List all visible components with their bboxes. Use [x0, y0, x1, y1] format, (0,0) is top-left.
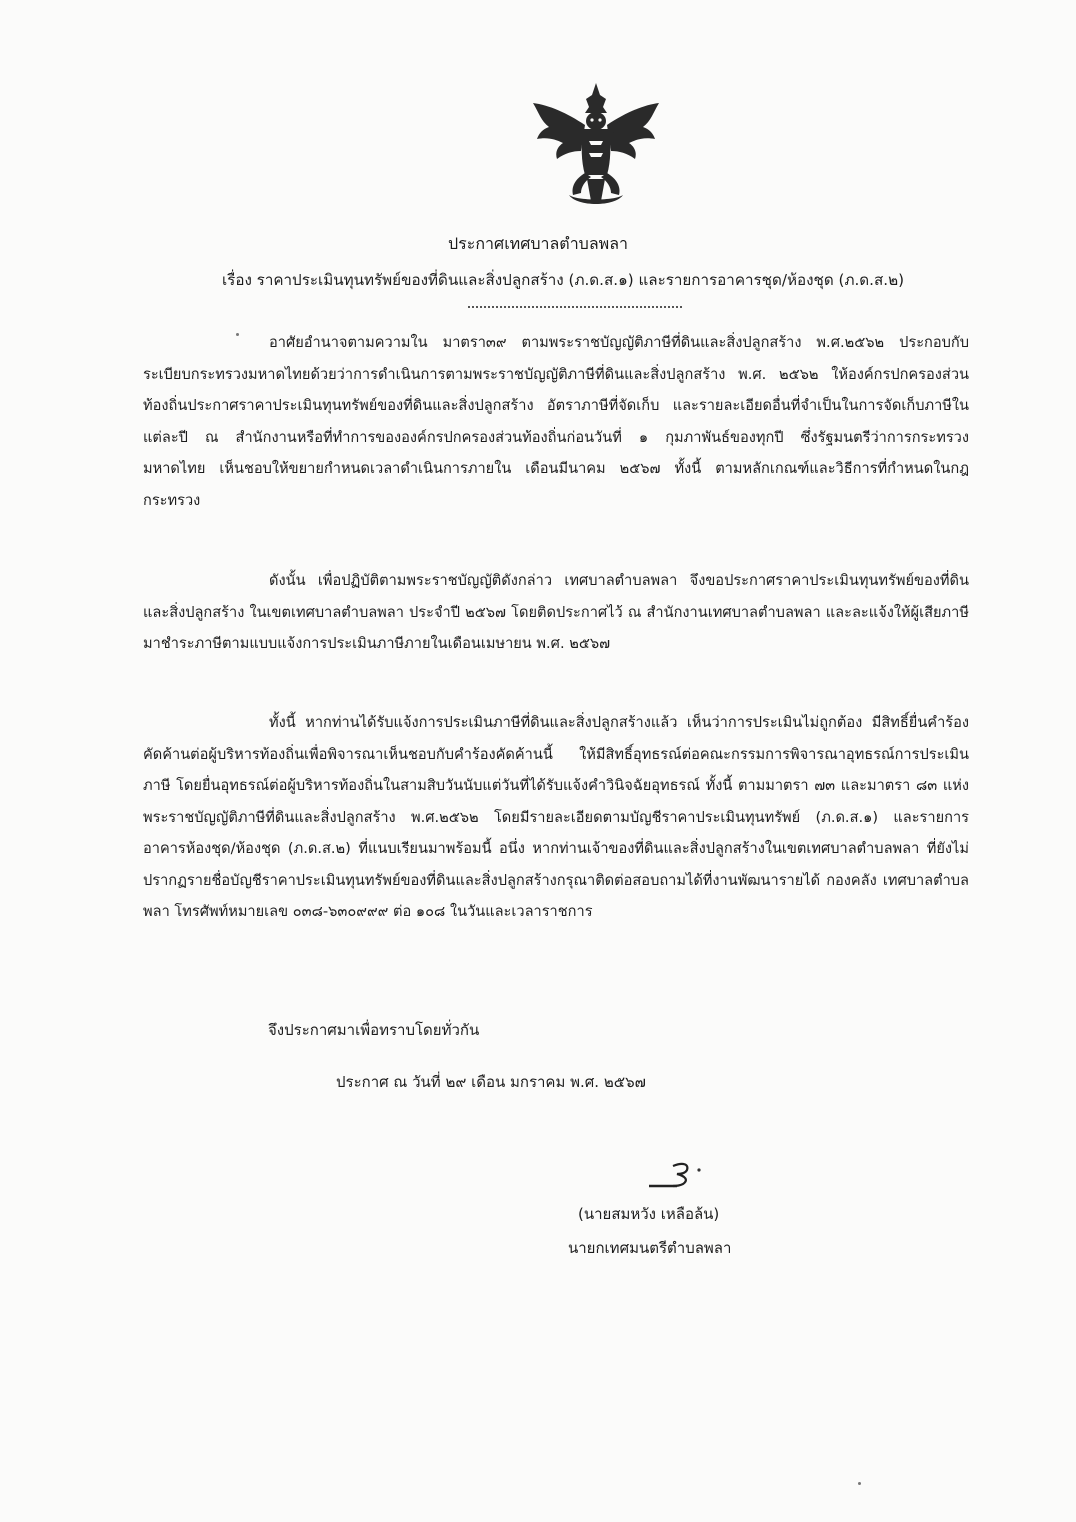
announcement-subject: เรื่อง ราคาประเมินทุนทรัพย์ของที่ดินและสิ่งปลูกสร้าง (ภ.ด.ส.๑) และรายการอาคารชุด/ห้องชุด (ภ.ด.ส.๒): [221, 271, 905, 289]
announcement-title: ประกาศเทศบาลตำบลพลา: [448, 234, 628, 253]
announcement-date: ประกาศ ณ วันที่ ๒๙ เดือน มกราคม พ.ศ. ๒๕๖๗: [336, 1073, 646, 1091]
scan-speck: [236, 333, 239, 336]
body-paragraph-2: ดังนั้น เพื่อปฏิบัติตามพระราชบัญญัติดังกล่าว เทศบาลตำบลพลา จึงขอประกาศราคาประเมินทุนทรัพย์ของที่ดินและสิ่งปลูกสร้าง ในเขตเทศบาลตำบลพลา ประจำปี ๒๕๖๗ โดยติดประกาศไว้ ณ สำนักงานเทศบาลตำบลพลา และละแจ้งให้ผู้เสียภาษีมาชำระภาษีตามแบบแจ้งการประเมินภาษีภายในเดือนเมษายน พ.ศ. ๒๕๖๗: [143, 572, 969, 652]
closing-statement: จึงประกาศมาเพื่อทราบโดยทั่วกัน: [268, 1021, 480, 1039]
title-divider: [468, 306, 682, 308]
scan-speck: [858, 1482, 861, 1485]
body-paragraph-3: ทั้งนี้ หากท่านได้รับแจ้งการประเมินภาษีที่ดินและสิ่งปลูกสร้างแล้ว เห็นว่าการประเมินไม่ถูกต้อง มีสิทธิ์ยื่นคำร้องคัดค้านต่อผู้บริหารท้องถิ่นเพื่อพิจารณาเห็นชอบกับคำร้องคัดค้านนี้ ให้มีสิทธิ์อุทธรณ์ต่อคณะกรรมการพิจารณาอุทธรณ์การประเมินภาษี โดยยื่นอุทธรณ์ต่อผู้บริหารท้องถิ่นในสามสิบวันนับแต่วันที่ได้รับแจ้งคำวินิจฉัยอุทธรณ์ ทั้งนี้ ตามมาตรา ๗๓ และมาตรา ๘๓ แห่งพระราชบัญญัติภาษีที่ดินและสิ่งปลูกสร้าง พ.ศ.๒๕๖๒ โดยมีรายละเอียดตามบัญชีราคาประเมินทุนทรัพย์ (ภ.ด.ส.๑) และรายการอาคารห้องชุด/ห้องชุด (ภ.ด.ส.๒) ที่แนบเรียนมาพร้อมนี้ อนึ่ง หากท่านเจ้าของที่ดินและสิ่งปลูกสร้างในเขตเทศบาลตำบลพลา ที่ยังไม่ปรากฏรายชื่อบัญชีราคาประเมินทุนทรัพย์ของที่ดินและสิ่งปลูกสร้างกรุณาติดต่อสอบถามได้ที่งานพัฒนารายได้ กองคลัง เทศบาลตำบลพลา โทรศัพท์หมายเลข ๐๓๘-๖๓๐๙๙๙ ต่อ ๑๐๘ ในวันและเวลาราชการ: [143, 714, 969, 920]
body-paragraph-1: อาศัยอำนาจตามความใน มาตรา๓๙ ตามพระราชบัญญัติภาษีที่ดินและสิ่งปลูกสร้าง พ.ศ.๒๕๖๒ ประกอบกับระเบียบกระทรวงมหาดไทยด้วยว่าการดำเนินการตามพระราชบัญญัติภาษีที่ดินและสิ่งปลูกสร้าง พ.ศ. ๒๕๖๒ ให้องค์กรปกครองส่วนท้องถิ่นประกาศราคาประเมินทุนทรัพย์ของที่ดินและสิ่งปลูกสร้าง อัตราภาษีที่จัดเก็บ และรายละเอียดอื่นที่จำเป็นในการจัดเก็บภาษีในแต่ละปี ณ สำนักงานหรือที่ทำการขององค์กรปกครองส่วนท้องถิ่นก่อนวันที่ ๑ กุมภาพันธ์ของทุกปี ซึ่งรัฐมนตรีว่าการกระทรวงมหาดไทย เห็นชอบให้ขยายกำหนดเวลาดำเนินการภายใน เดือนมีนาคม ๒๕๖๗ ทั้งนี้ ตามหลักเกณฑ์และวิธีการที่กำหนดในกฎกระทรวง: [143, 334, 969, 509]
handwritten-signature-icon: [643, 1156, 707, 1190]
signer-position: นายกเทศมนตรีตำบลพลา: [568, 1239, 732, 1257]
signer-name: (นายสมหวัง เหลือล้น): [578, 1205, 720, 1223]
garuda-emblem-icon: [527, 83, 665, 211]
